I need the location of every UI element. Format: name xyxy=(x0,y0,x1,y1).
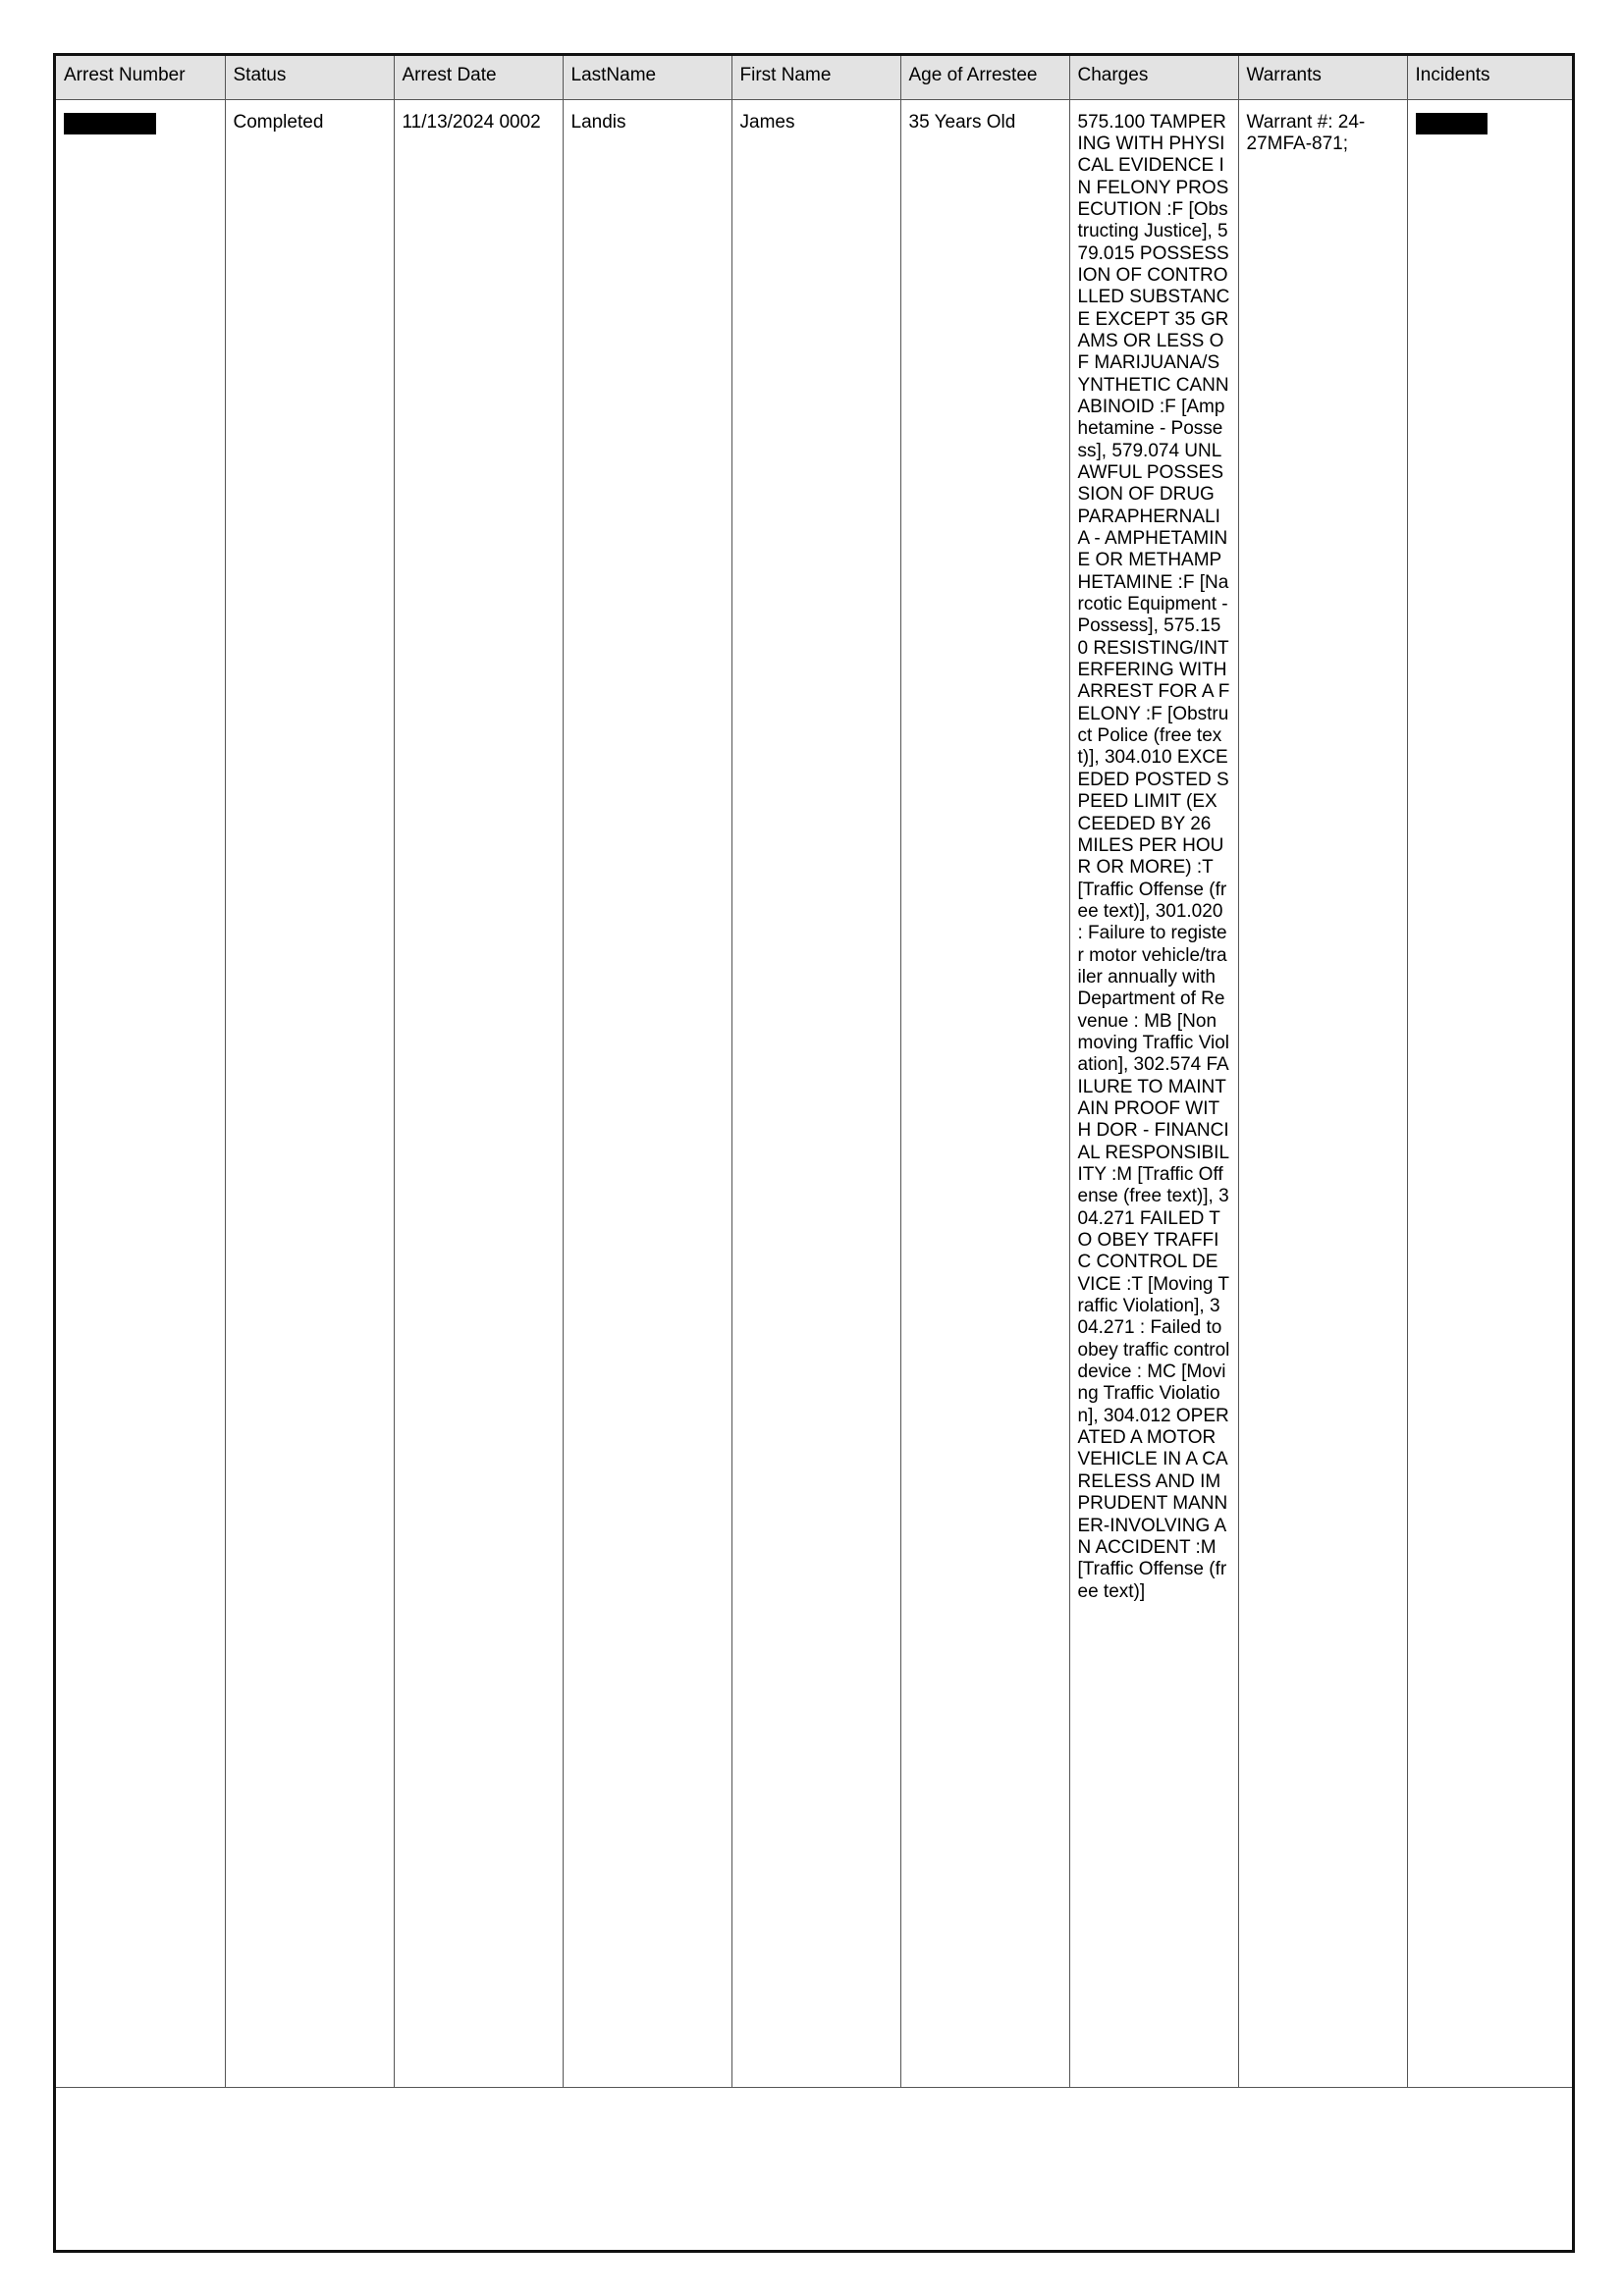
header-warrants: Warrants xyxy=(1238,56,1407,99)
arrest-records-table xyxy=(56,56,1572,2088)
header-last-name: LastName xyxy=(563,56,731,99)
table-row xyxy=(56,99,1572,2087)
cell-arrest-date: 11/13/2024 0002 xyxy=(394,99,563,2087)
redaction-block-arrest-number xyxy=(64,113,156,134)
header-charges: Charges xyxy=(1069,56,1238,99)
header-arrest-number: Arrest Number xyxy=(56,56,225,99)
header-incidents: Incidents xyxy=(1407,56,1572,99)
cell-last-name: Landis xyxy=(563,99,731,2087)
cell-age: 35 Years Old xyxy=(900,99,1069,2087)
cell-arrest-number xyxy=(56,99,225,2087)
header-age: Age of Arrestee xyxy=(900,56,1069,99)
cell-charges: 575.100 TAMPERING WITH PHYSICAL EVIDENCE IN FELONY PROSECUTION :F [Obstructing Justice], 579.015 POSSESSION OF CONTROLLED SUBSTANCE EXCEPT 35 GRAMS OR LESS OF MARIJUANA/SYNTHETIC CANNABINOID :F [Amphetamine - Possess], 579.074 UNLAWFUL POSSESSION OF DRUG PARAPHERNALIA - AMPHETAMINE OR METHAMPHETAMINE :F [Narcotic Equipment - Possess], 575.150 RESISTING/INTERFERING WITH ARREST FOR A FELONY :F [Obstruct Police (free text)], 304.010 EXCEEDED POSTED SPEED LIMIT (EXCEEDED BY 26 MILES PER HOUR OR MORE) :T [Traffic Offense (free text)], 301.020 : Failure to register motor vehicle/trailer annually with Department of Revenue : MB [Nonmoving Traffic Violation], 302.574 FAILURE TO MAINTAIN PROOF WITH DOR - FINANCIAL RESPONSIBILITY :M [Traffic Offense (free text)], 304.271 FAILED TO OBEY TRAFFIC CONTROL DEVICE :T [Moving Traffic Violation], 304.271 : Failed to obey traffic control device : MC [Moving Traffic Violation], 304.012 OPERATED A MOTOR VEHICLE IN A CARELESS AND IMPRUDENT MANNER-INVOLVING AN ACCIDENT :M [Traffic Offense (free text)] xyxy=(1069,99,1238,2087)
cell-status: Completed xyxy=(225,99,394,2087)
redaction-block-incidents xyxy=(1416,113,1488,134)
table-header-row xyxy=(56,56,1572,99)
header-status: Status xyxy=(225,56,394,99)
header-first-name: First Name xyxy=(731,56,900,99)
page-frame xyxy=(53,53,1575,2253)
header-arrest-date: Arrest Date xyxy=(394,56,563,99)
cell-first-name: James xyxy=(731,99,900,2087)
cell-warrants: Warrant #: 24-27MFA-871; xyxy=(1238,99,1407,2087)
cell-incidents xyxy=(1407,99,1572,2087)
